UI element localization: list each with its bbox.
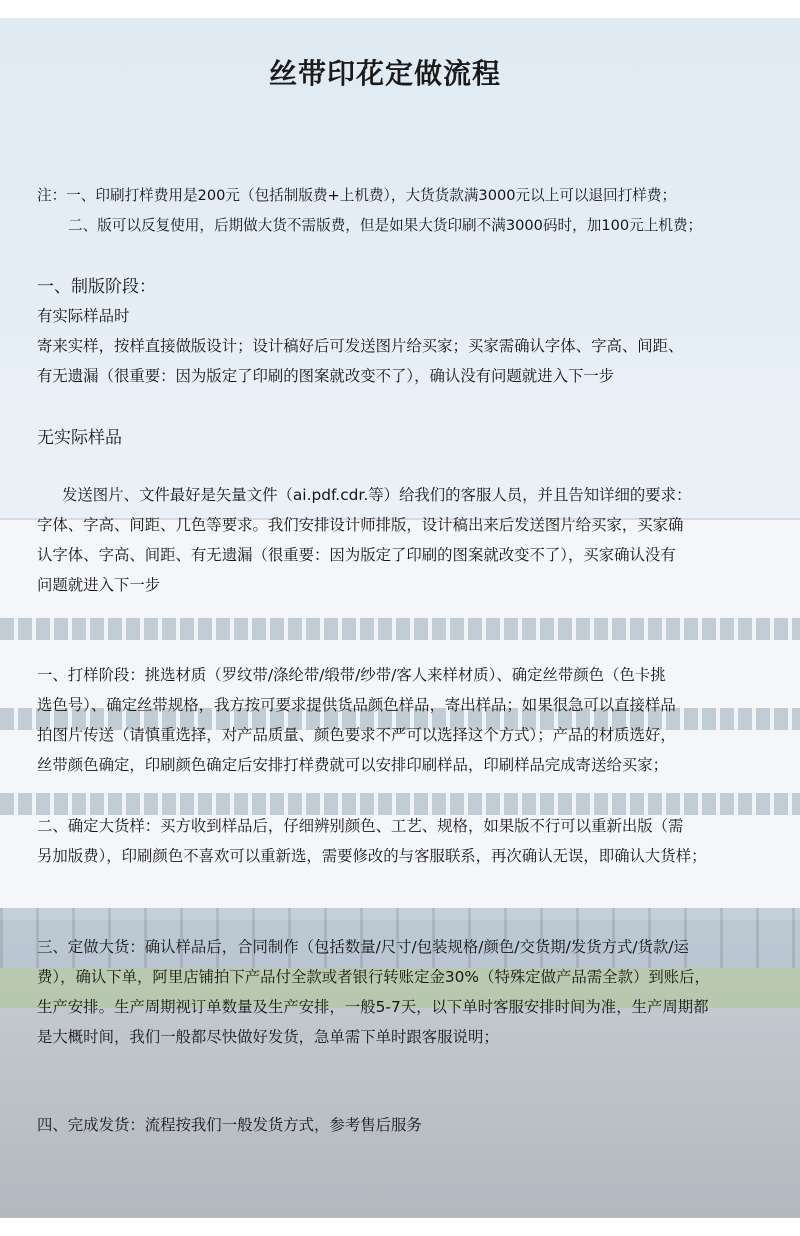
confirm-stage-line: 二、确定大货样：买方收到样品后，仔细辨别颜色、工艺、规格，如果版不行可以重新出版（需 xyxy=(37,817,684,835)
proof-stage-line: 丝带颜色确定，印刷颜色确定后安排打样费就可以安排印刷样品，印刷样品完成寄送给买家； xyxy=(37,756,669,774)
with-sample-label: 有实际样品时 xyxy=(37,307,130,325)
bulk-stage-line: 是大概时间，我们一般都尽快做好发货，急单需下单时跟客服说明； xyxy=(37,1028,499,1046)
with-sample-line: 有无遗漏（很重要：因为版定了印刷的图案就改变不了），确认没有问题就进入下一步 xyxy=(37,367,615,385)
no-sample-label: 无实际样品 xyxy=(37,428,122,448)
page-title: 丝带印花定做流程 xyxy=(268,57,501,90)
proof-stage-line: 拍图片传送（请慎重选择，对产品质量、颜色要求不严可以选择这个方式）；产品的材质选好， xyxy=(37,726,676,744)
bulk-stage-line: 三、定做大货：确认样品后，合同制作（包括数量/尺寸/包装规格/颜色/交货期/发货方式/货款/运 xyxy=(37,938,689,956)
proof-stage-line: 一、打样阶段：挑选材质（罗纹带/涤纶带/缎带/纱带/客人来样材质）、确定丝带颜色（色卡挑 xyxy=(37,666,666,684)
proof-stage-line: 选色号）、确定丝带规格，我方按可要求提供货品颜色样品，寄出样品；如果很急可以直接样品 xyxy=(37,696,676,714)
bulk-stage-line: 生产安排。生产周期视订单数量及生产安排，一般5-7天，以下单时客服安排时间为准，生产周期都 xyxy=(37,998,709,1016)
no-sample-line: 问题就进入下一步 xyxy=(37,576,161,594)
confirm-stage-line: 另加版费），印刷颜色不喜欢可以重新选，需要修改的与客服联系，再次确认无误，即确认大货样； xyxy=(37,847,707,865)
no-sample-line: 认字体、字高、间距、有无遗漏（很重要：因为版定了印刷的图案就改变不了），买家确认没有 xyxy=(37,546,676,564)
ship-stage-line: 四、完成发货：流程按我们一般发货方式，参考售后服务 xyxy=(37,1116,422,1134)
note-line-1: 注：一、印刷打样费用是200元（包括制版费+上机费），大货货款满3000元以上可以退回打样费； xyxy=(37,187,677,204)
plate-stage-heading: 一、制版阶段： xyxy=(37,277,156,297)
bulk-stage-line: 费），确认下单，阿里店铺拍下产品付全款或者银行转账定金30%（特殊定做产品需全款）到账后， xyxy=(37,968,710,986)
note-line-2: 二、版可以反复使用，后期做大货不需版费，但是如果大货印刷不满3000码时，加100元上机费； xyxy=(68,217,703,234)
no-sample-line: 字体、字高、间距、几色等要求。我们安排设计师排版，设计稿出来后发送图片给买家，买家确 xyxy=(37,516,684,534)
with-sample-line: 寄来实样，按样直接做版设计；设计稿好后可发送图片给买家；买家需确认字体、字高、间距、 xyxy=(37,337,684,355)
no-sample-line: 发送图片、文件最好是矢量文件（ai.pdf.cdr.等）给我们的客服人员，并且告知详细的要求： xyxy=(62,486,692,504)
